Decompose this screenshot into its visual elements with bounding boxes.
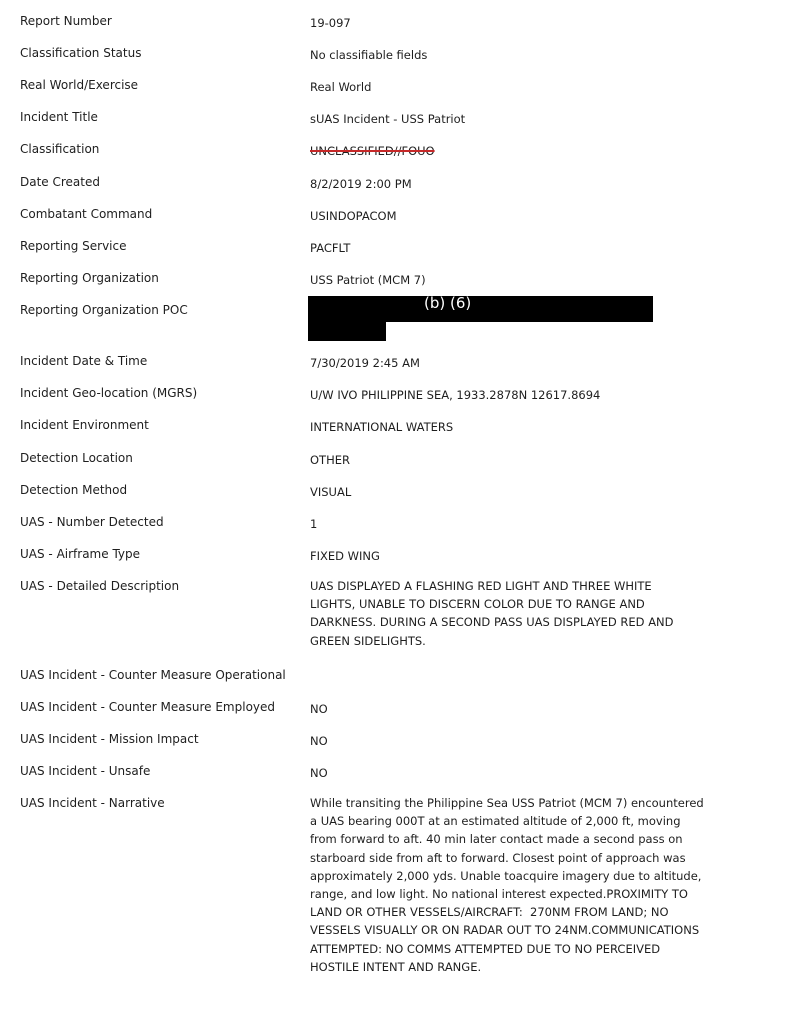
redaction-bar-top — [308, 296, 653, 322]
field-value: No classifiable fields — [310, 48, 428, 62]
description-text: UAS DISPLAYED A FLASHING RED LIGHT AND THREE WHITE LIGHTS, UNABLE TO DISCERN COLOR DUE TO RANGE AND DARKNESS. DURING A SECOND PASS UAS DISPLAYED RED AND GREEN SIDELIGHTS. — [310, 579, 678, 648]
field-value: VISUAL — [310, 485, 352, 499]
field-label: Reporting Organization — [20, 271, 159, 285]
field-label: UAS Incident - Counter Measure Operational — [20, 668, 286, 682]
field-label: Incident Environment — [20, 418, 149, 432]
field-value: U/W IVO PHILIPPINE SEA, 1933.2878N 12617.8694 — [310, 388, 601, 402]
field-value: FIXED WING — [310, 549, 380, 563]
field-label: Detection Method — [20, 483, 128, 497]
field-label: Detection Location — [20, 451, 133, 465]
field-value: 8/2/2019 2:00 PM — [310, 177, 412, 191]
field-label: UAS - Airframe Type — [20, 547, 141, 561]
field-value: NO — [310, 766, 328, 780]
field-label: Combatant Command — [20, 207, 153, 221]
field-value: 19-097 — [310, 16, 351, 30]
field-label: UAS Incident - Mission Impact — [20, 732, 199, 746]
field-label: Reporting Organization POC — [20, 303, 188, 317]
field-value: INTERNATIONAL WATERS — [310, 420, 454, 434]
field-label: Incident Title — [20, 110, 98, 124]
narrative-text: While transiting the Philippine Sea USS Patriot (MCM 7) encountered a UAS bearing 000T at an estimated altitude of 2,000 ft, moving from forward to aft. 40 min later contact made a second pass on starboard side from aft to forward. Closest point of approach was approximately 2,000 yds. Unable toacquire imagery due to altitude, range, and low light. No national interest expected.PROXIMITY TO LAND OR OTHER VESSELS/AIRCRAFT: 270NM FROM LAND; NO VESSELS VISUALLY OR ON RADAR OUT TO 24NM.COMMUNICATIONS ATTEMPTED: NO COMMS ATTEMPTED DUE TO NO PERCEIVED HOSTILE INTENT AND RANGE. — [310, 796, 708, 974]
redaction-bar-bottom — [308, 322, 386, 341]
field-value: USS Patriot (MCM 7) — [310, 273, 426, 287]
field-label: Real World/Exercise — [20, 78, 139, 92]
field-label: UAS - Number Detected — [20, 515, 164, 529]
field-label: UAS Incident - Counter Measure Employed — [20, 700, 276, 714]
field-value: PACFLT — [310, 241, 351, 255]
field-value: 7/30/2019 2:45 AM — [310, 356, 420, 370]
field-label: Incident Date & Time — [20, 354, 148, 368]
field-value: 1 — [310, 517, 318, 531]
field-value: sUAS Incident - USS Patriot — [310, 112, 466, 126]
field-value: Real World — [310, 80, 372, 94]
field-value: USINDOPACOM — [310, 209, 397, 223]
field-label: Classification — [20, 142, 100, 156]
field-label: Classification Status — [20, 46, 142, 60]
field-value: NO — [310, 702, 328, 716]
field-value: OTHER — [310, 453, 350, 467]
classification-value-struck: UNCLASSIFIED//FOUO — [310, 144, 435, 158]
field-label: Reporting Service — [20, 239, 127, 253]
redaction-code: (b) (6) — [424, 294, 472, 312]
field-label: Incident Geo-location (MGRS) — [20, 386, 198, 400]
field-value: NO — [310, 734, 328, 748]
field-label: Report Number — [20, 14, 112, 28]
field-label: UAS Incident - Narrative — [20, 796, 165, 810]
field-label: UAS - Detailed Description — [20, 579, 180, 593]
field-label: UAS Incident - Unsafe — [20, 764, 151, 778]
field-label: Date Created — [20, 175, 100, 189]
